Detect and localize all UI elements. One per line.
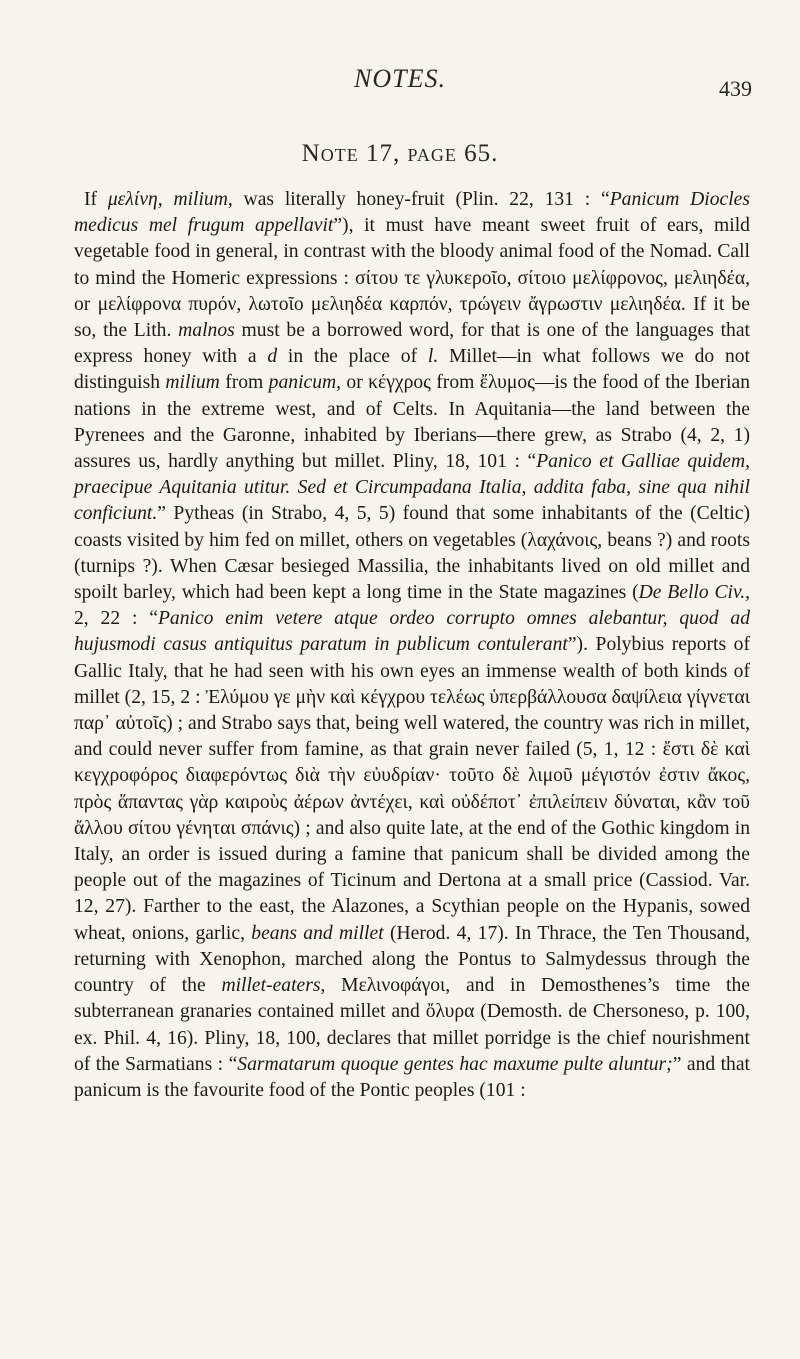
text-run: in the place of (277, 346, 428, 368)
text-run: was literally honey-fruit (Plin. 22, 131 : “ (232, 189, 610, 210)
italic-text-run: Panico et Galliae quidem, praecipue Aquitania utitur. Sed et Circumpadana Italia, addita faba, sine qua nihil conficiunt. (74, 451, 750, 525)
page-number: 439 (719, 76, 752, 101)
text-run: (Herod. 4, 17). In Thrace, the Ten Thousand, returning with Xenophon, marched along the Pontus to Salmydessus through the country of the (74, 922, 750, 997)
italic-text-run: μελίνη, milium, (107, 189, 233, 210)
italic-text-run: Panicum Diocles medicus mel frugum appellavit (74, 189, 750, 237)
text-run: from (219, 372, 269, 394)
italic-text-run: l. (427, 346, 439, 368)
text-run: Millet—in what follows we do not distinguish (74, 346, 750, 394)
italic-text-run: panicum, (268, 372, 342, 394)
text-run: ” and that panicum is the favourite food of the Pontic peoples (101 : (74, 1053, 750, 1101)
text-run: Μελινοφάγοι, and in Demosthenes’s time the subterranean granaries contained millet and ὄλυρα (Demosth. de Chersoneso, p. 100, ex. Phil. 4, 16). Pliny, 18, 100, declares that millet porridge is the chief nourishment of the Sarmatians : “ (74, 975, 750, 1075)
italic-text-run: milium (165, 372, 220, 394)
italic-text-run: d (267, 346, 278, 368)
running-title: NOTES. (354, 64, 446, 93)
note-heading: Note 17, page 65. (301, 140, 499, 167)
text-run: or κέγχρος from ἔλυμος—is the food of the Iberian nations in the extreme west, and of Celts. In Aquitania—the land between the Pyrenees and the Garonne, inhabited by Iberians—there grew, as Strabo (4, 2, 1) assures us, hardly anything but millet. Pliny, 18, 101 : “ (74, 372, 750, 473)
text-run: ”). Polybius reports of Gallic Italy, that he had seen with his own eyes an immense wealth of both kinds of millet (2, 15, 2 : Ἐλύμου γε μὴν καὶ κέγχρου τελέως ὑπερβάλλουσα δαψίλεια γίγνεται παρ᾽ αὐτοῖς) ; and Strabo says that, being well watered, the country was rich in millet, and could never suffer from famine, as that grain never failed (5, 1, 12 : ἔστι δὲ καὶ κεγχροφόρος διαφερόντως διὰ τὴν εὐυδρίαν· τοῦτο δὲ λιμοῦ μέγιστόν ἐστιν ἄκος, πρὸς ἅπαντας γὰρ καιροὺς ἀέρων ἀντέχει, καὶ οὐδέποτ᾽ ἐπιλείπειν δύναται, κἂν τοῦ ἄλλου σίτου γένηται σπάνις) ; and also quite late, at the end of the Gothic kingdom in Italy, an order is issued during a famine that panicum shall be divided among the people out of the magazines of Ticinum and Dertona at a small price (Cassiod. Var. 12, 27). Farther to the east, the Alazones, a Scythian people on the Hypanis, sowed wheat, onions, garlic, (74, 634, 750, 944)
italic-text-run: beans and millet (251, 922, 384, 944)
note-paragraph (74, 187, 750, 1104)
text-run: 2, 22 : “ (74, 608, 158, 630)
note-body (74, 187, 750, 1104)
text-run: must be a borrowed word, for that is one of the languages that express honey with a (74, 320, 750, 368)
text-run: ” Pytheas (in Strabo, 4, 5, 5) found that some inhabitants of the (Celtic) coasts visited by him fed on millet, others on vegetables (λαχάνοις, beans ?) and roots (turnips ?). When Cæsar besieged Massilia, the inhabitants lived on old millet and spoilt barley, which had been kept a long time in the State magazines ( (74, 503, 750, 604)
italic-text-run: Sarmatarum quoque gentes hac maxume pulte aluntur; (237, 1053, 673, 1075)
italic-text-run: Panico enim vetere atque ordeo corrupto omnes alebantur, quod ad hujusmodi casus antiquitus paratum in publicum contulerant (74, 608, 751, 656)
italic-text-run: millet-eaters, (221, 975, 326, 997)
text-run: If (84, 189, 108, 210)
italic-text-run: malnos (178, 320, 235, 342)
text-run: ”), it must have meant sweet fruit of ears, mild vegetable food in general, in contrast with the bloody animal food of the Nomad. Call to mind the Homeric expressions : σίτου τε γλυκεροῖο, σίτοιο μελίφρονος, μελιηδέα, or μελίφρονα πυρόν, λωτοῖο μελιηδέα καρπόν, τρώγειν ἄγρωστιν μελιηδέα. If it be so, the Lith. (74, 215, 750, 342)
italic-text-run: De Bello Civ., (638, 582, 750, 604)
